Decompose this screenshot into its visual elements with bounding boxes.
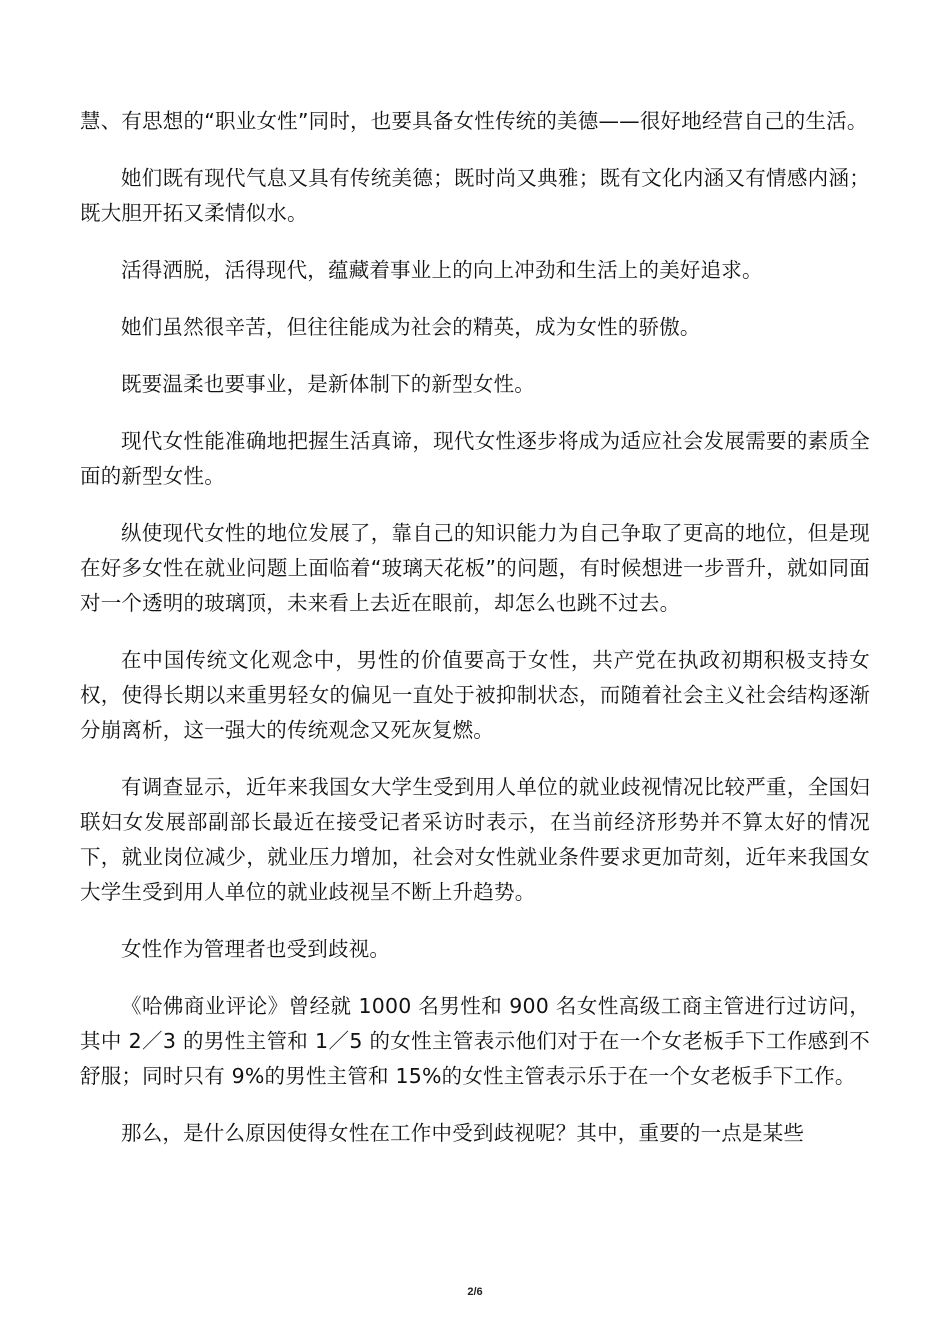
paragraph-9: 有调查显示，近年来我国女大学生受到用人单位的就业歧视情况比较严重，全国妇联妇女发展部副部长最近在接受记者采访时表示，在当前经济形势并不算太好的情况下，就业岗位减少，就业压力增加，社会对女性就业条件要求更加苛刻，近年来我国女大学生受到用人单位的就业歧视呈不断上升趋势。 bbox=[80, 775, 870, 904]
paragraph-8: 在中国传统文化观念中，男性的价值要高于女性，共产党在执政初期积极支持女权，使得长期以来重男轻女的偏见一直处于被抑制状态，而随着社会主义社会结构逐渐分崩离析，这一强大的传统观念又死灰复燃。 bbox=[80, 648, 870, 742]
paragraph-10: 女性作为管理者也受到歧视。 bbox=[121, 937, 391, 961]
paragraph-12: 那么，是什么原因使得女性在工作中受到歧视呢？其中，重要的一点是某些 bbox=[121, 1121, 805, 1145]
paragraph-4: 她们虽然很辛苦，但往往能成为社会的精英，成为女性的骄傲。 bbox=[121, 315, 701, 339]
paragraph-1: 慧、有思想的“职业女性”同时，也要具备女性传统的美德——很好地经营自己的生活。 bbox=[80, 109, 868, 133]
page-number: 2/6 bbox=[467, 1286, 483, 1298]
document-body bbox=[80, 104, 870, 1173]
paragraph-3: 活得洒脱，活得现代，蕴藏着事业上的向上冲劲和生活上的美好追求。 bbox=[121, 258, 763, 282]
paragraph-11: 《哈佛商业评论》曾经就 1000 名男性和 900 名女性高级工商主管进行过访问，其中 2／3 的男性主管和 1／5 的女性主管表示他们对于在一个女老板手下工作感到不舒服；同时只有 9%的男性主管和 15%的女性主管表示乐于在一个女老板手下工作。 bbox=[80, 994, 870, 1088]
paragraph-5: 既要温柔也要事业，是新体制下的新型女性。 bbox=[121, 372, 535, 396]
paragraph-7: 纵使现代女性的地位发展了，靠自己的知识能力为自己争取了更高的地位，但是现在好多女性在就业问题上面临着“玻璃天花板”的问题，有时候想进一步晋升，就如同面对一个透明的玻璃顶，未来看上去近在眼前，却怎么也跳不过去。 bbox=[80, 521, 870, 615]
paragraph-6: 现代女性能准确地把握生活真谛，现代女性逐步将成为适应社会发展需要的素质全面的新型女性。 bbox=[80, 429, 870, 488]
paragraph-2: 她们既有现代气息又具有传统美德；既时尚又典雅；既有文化内涵又有情感内涵；既大胆开拓又柔情似水。 bbox=[80, 166, 870, 225]
